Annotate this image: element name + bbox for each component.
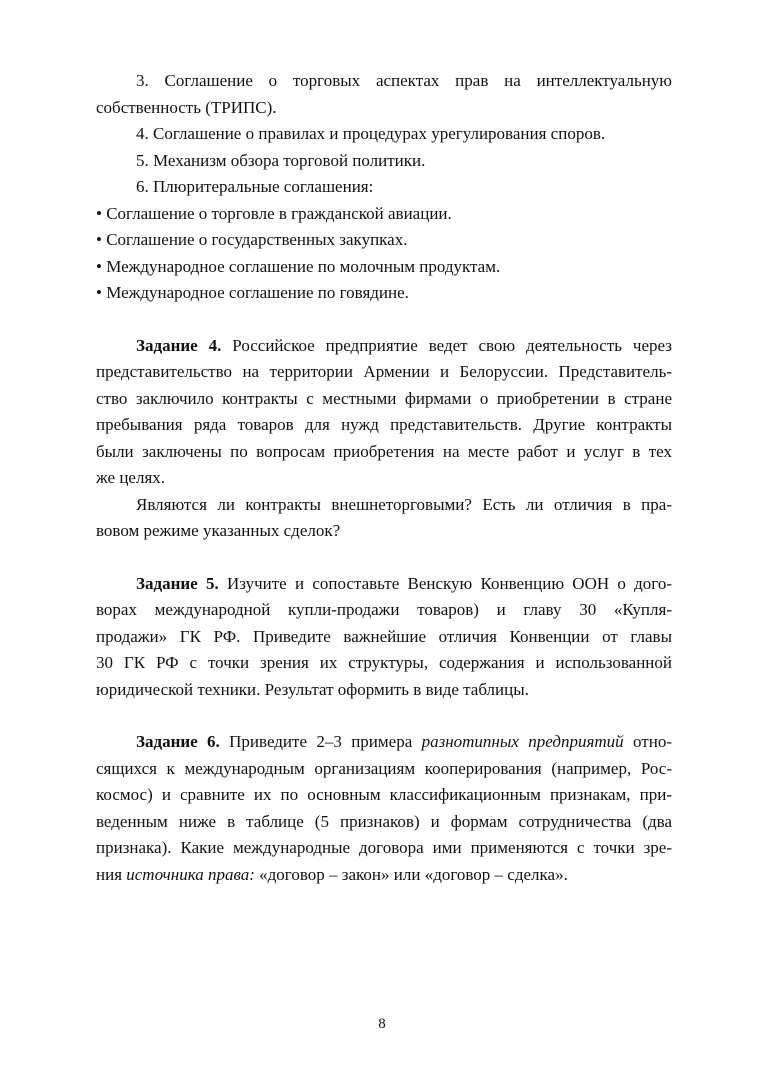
task-5-line-2: ворах международной купли-продажи товаров) и главу 30 «Купля- bbox=[96, 600, 672, 619]
task-4-line-4: пребывания ряда товаров для нужд представительств. Другие контракты bbox=[96, 415, 672, 434]
task-4-line-5: были заключены по вопросам приобретения на месте работ и услуг в тех bbox=[96, 441, 672, 461]
task-5-label: Задание 5. bbox=[136, 573, 219, 593]
task-6-line-6 bbox=[96, 862, 672, 889]
page-number: 8 bbox=[378, 1016, 386, 1032]
list-item-4: 4. Соглашение о правилах и процедурах урегулирования споров. bbox=[136, 124, 606, 143]
task-5-text: Изучите и сопоставьте Венскую Конвенцию ООН о дого- bbox=[218, 573, 672, 593]
task-6-line-4: веденным ниже в таблице (5 признаков) и формам сотрудничества (два bbox=[96, 811, 672, 831]
bullet-item: • Соглашение о торговле в гражданской авиации. bbox=[96, 203, 452, 223]
task-6-line-3: космос) и сравните их по основным классификационным признакам, при- bbox=[96, 785, 672, 804]
task-4-question-line-1: Являются ли контракты внешнеторговыми? Есть ли отличия в пра- bbox=[136, 494, 672, 514]
task-6-text-tail: «договор – закон» или «договор – сделка». bbox=[254, 864, 568, 884]
list-item-5: 5. Механизм обзора торговой политики. bbox=[136, 150, 426, 170]
spacer bbox=[96, 703, 672, 729]
task-6-italic-phrase: источника права: bbox=[126, 864, 255, 884]
task-4-line-3: ство заключило контракты с местными фирмами о приобретении в стране bbox=[96, 388, 672, 408]
task-6-text: Приведите 2–3 примера bbox=[219, 732, 422, 751]
task-5-line-3: продажи» ГК РФ. Приведите важнейшие отличия Конвенции от главы bbox=[96, 626, 672, 646]
list-item-3-line-2: собственность (ТРИПС). bbox=[96, 97, 277, 117]
task-6-line-5: признака). Какие международные договора ими применяются с точки зре- bbox=[96, 838, 672, 857]
page-content bbox=[96, 68, 672, 888]
task-6-text-tail: отно- bbox=[623, 732, 672, 751]
list-item-3-line-1: 3. Соглашение о торговых аспектах прав на интеллектуальную bbox=[136, 71, 672, 90]
spacer bbox=[96, 545, 672, 571]
task-4-text: Российское предприятие ведет свою деятельность через bbox=[221, 335, 672, 355]
bullet-item: • Международное соглашение по молочным продуктам. bbox=[96, 256, 501, 276]
task-5-line-1 bbox=[96, 571, 672, 598]
bullet-item: • Международное соглашение по говядине. bbox=[96, 283, 409, 302]
task-6-line-1 bbox=[96, 729, 672, 756]
list-item-6: 6. Плюритеральные соглашения: bbox=[136, 177, 374, 196]
bullet-item: • Соглашение о государственных закупках. bbox=[96, 230, 408, 249]
task-6-label: Задание 6. bbox=[136, 732, 220, 751]
task-4-line-6: же целях. bbox=[96, 468, 166, 487]
task-6-line-2: сящихся к международным организациям кооперирования (например, Рос- bbox=[96, 758, 672, 778]
spacer bbox=[96, 307, 672, 333]
task-4-line-1 bbox=[96, 333, 672, 360]
task-4-line-2: представительство на территории Армении и Белоруссии. Представитель- bbox=[96, 362, 672, 381]
task-6-text: ния bbox=[96, 864, 127, 884]
task-5-line-4: 30 ГК РФ с точки зрения их структуры, содержания и использованной bbox=[96, 653, 672, 672]
task-5-line-5: юридической техники. Результат оформить в виде таблицы. bbox=[96, 679, 529, 699]
task-6-italic-phrase: разнотипных предприятий bbox=[421, 732, 624, 751]
task-4-label: Задание 4. bbox=[136, 335, 222, 355]
task-4-question-line-2: вовом режиме указанных сделок? bbox=[96, 521, 341, 540]
